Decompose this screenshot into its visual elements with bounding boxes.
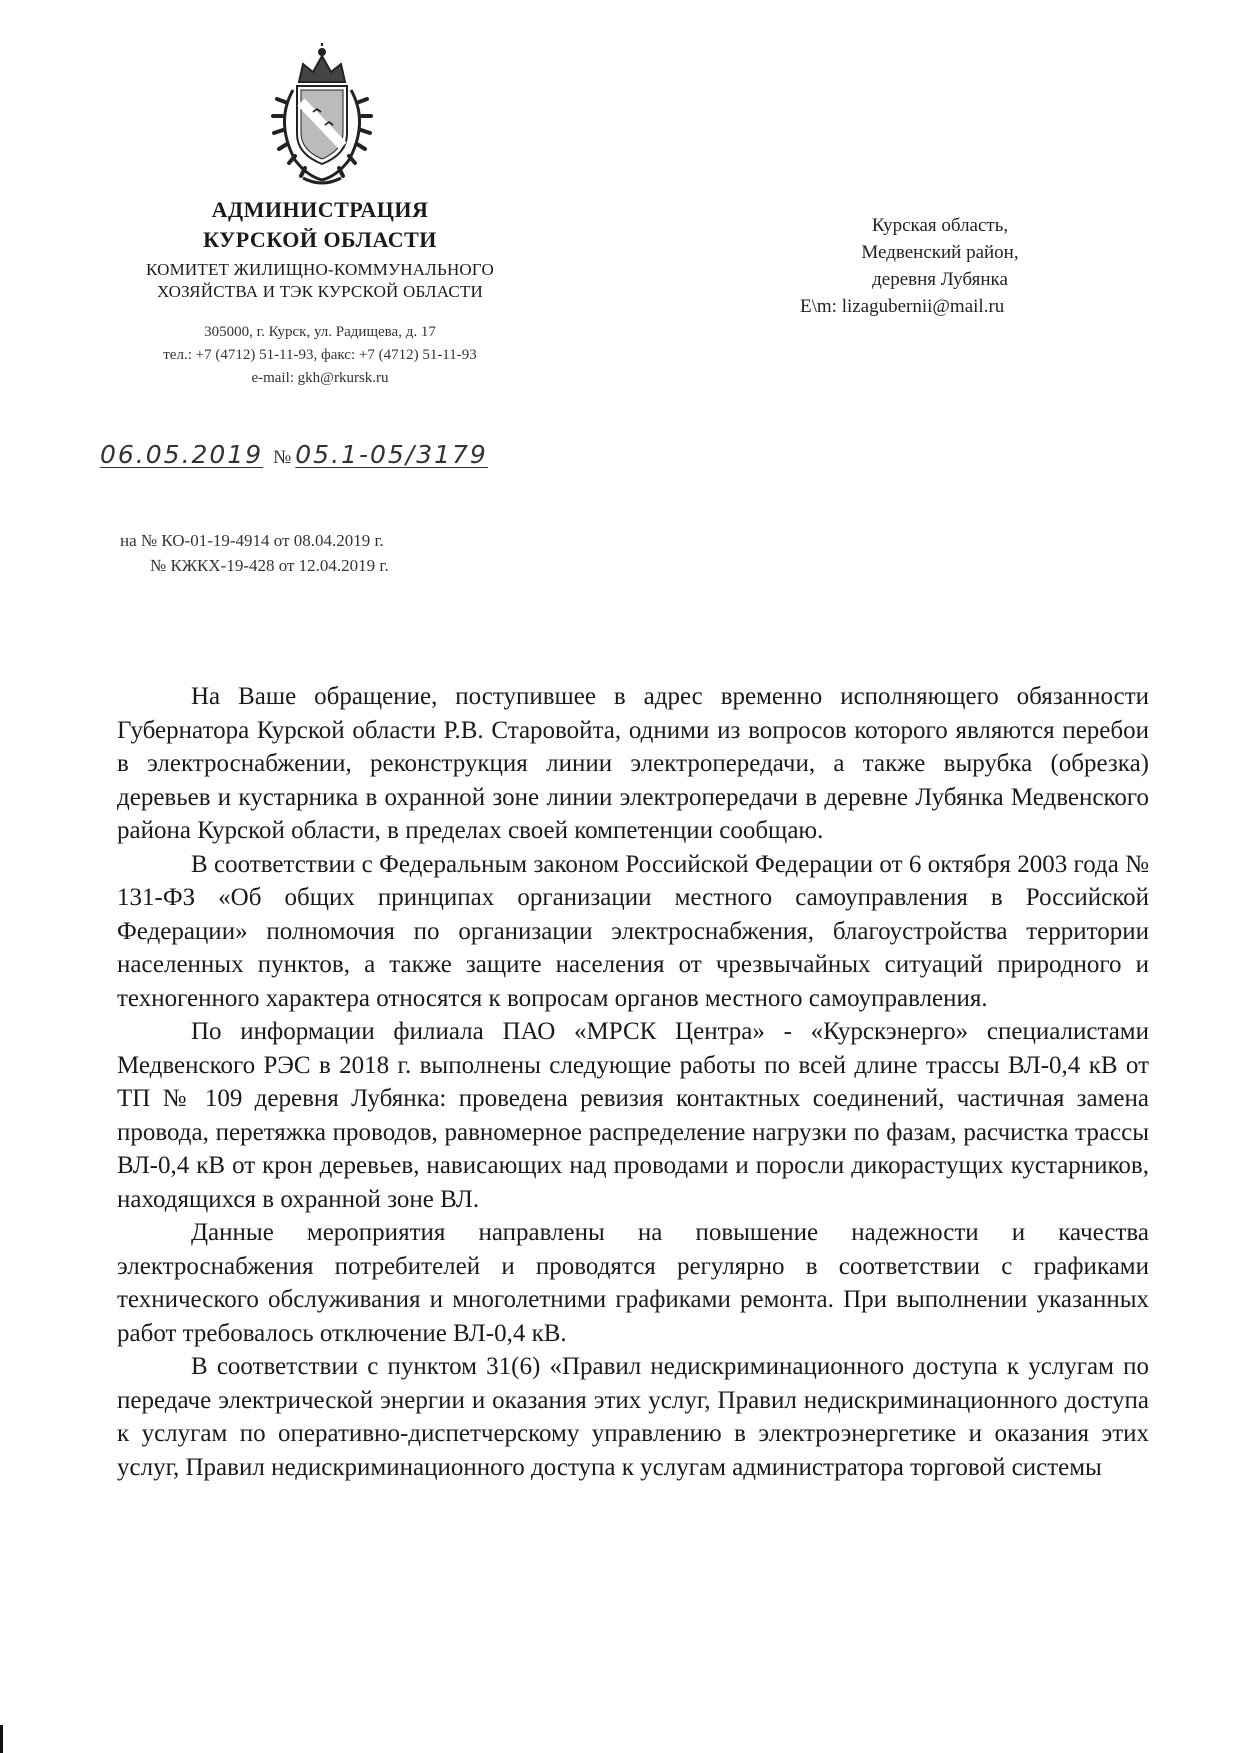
sender-address: 305000, г. Курск, ул. Радищева, д. 17 bbox=[204, 324, 436, 340]
body-paragraph-2: В соответствии с Федеральным законом Российской Федерации от 6 октября 2003 года № 131-ФЗ «Об общих принципах организации местного самоуправления в Российской Федерации» полномочия по организации электроснабжения, благоустройства территории населенных пунктов, а также защите населения от чрезвычайных ситуаций природного и техногенного характера относятся к вопросам органов местного самоуправления. bbox=[117, 850, 1149, 1012]
outgoing-number: 05.1-05/3179 bbox=[295, 440, 488, 469]
coat-of-arms-emblem bbox=[255, 42, 389, 192]
sender-block bbox=[70, 195, 570, 390]
body-paragraph-1: На Ваше обращение, поступившее в адрес временно исполняющего обязанности Губернатора Курской области Р.В. Старовойта, одними из вопросов которого являются перебои в электроснабжении, реконструкция линии электропередачи, а также вырубка (обрезка) деревьев и кустарника в охранной зоне линии электропередачи в деревне Лубянка Медвенского района Курской области, в пределах своей компетенции сообщаю. bbox=[117, 683, 1149, 844]
sender-email: e-mail: gkh@rkursk.ru bbox=[251, 370, 389, 386]
org-title-line2: КУРСКОЙ ОБЛАСТИ bbox=[203, 227, 437, 252]
body-paragraph-4: Данные мероприятия направлены на повышение надежности и качества электроснабжения потребителей и проводятся регулярно в соответствии с графиками технического обслуживания и многолетними графиками ремонта. При выполнении указанных работ требовалось отключение ВЛ-0,4 кВ. bbox=[117, 1219, 1149, 1347]
committee-line1: КОМИТЕТ ЖИЛИЩНО-КОММУНАЛЬНОГО bbox=[145, 260, 494, 279]
number-sign: № bbox=[273, 447, 292, 468]
reply-reference bbox=[120, 528, 389, 578]
recipient-block bbox=[790, 212, 1090, 320]
recipient-email: E\m: lizagubernii@mail.ru bbox=[800, 296, 1005, 317]
reply-reference-line1: на № КО-01-19-4914 от 08.04.2019 г. bbox=[120, 531, 384, 550]
letter-body bbox=[117, 680, 1149, 1484]
org-title-line1: АДМИНИСТРАЦИЯ bbox=[211, 197, 429, 222]
body-paragraph-3: По информации филиала ПАО «МРСК Центра» - «Курскэнерго» специалистами Медвенского РЭС в 2018 г. выполнены следующие работы по всей длине трассы ВЛ-0,4 кВ от ТП № 109 деревня Лубянка: проведена ревизия контактных соединений, частичная замена провода, перетяжка проводов, равномерное распределение нагрузки по фазам, расчистка трассы ВЛ-0,4 кВ от крон деревьев, нависающих над проводами и поросли дикорастущих кустарников, находящихся в охранной зоне ВЛ. bbox=[117, 1018, 1149, 1213]
body-paragraph-5: В соответствии с пунктом 31(6) «Правил недискриминационного доступа к услугам по передаче электрической энергии и оказания этих услуг, Правил недискриминационного доступа к услугам по оперативно-диспетчерскому управлению в электроэнергетике и оказания этих услуг, Правил недискриминационного доступа к услугам администратора торговой системы bbox=[117, 1353, 1149, 1481]
outgoing-number-stamp bbox=[100, 440, 560, 469]
scan-edge-mark bbox=[0, 1725, 3, 1753]
committee-line2: ХОЗЯЙСТВА И ТЭК КУРСКОЙ ОБЛАСТИ bbox=[157, 282, 483, 301]
sender-phone: тел.: +7 (4712) 51-11-93, факс: +7 (4712) 51-11-93 bbox=[163, 347, 477, 363]
recipient-line1: Курская область, bbox=[871, 215, 1009, 236]
recipient-line3: деревня Лубянка bbox=[872, 269, 1008, 290]
outgoing-date: 06.05.2019 bbox=[100, 440, 264, 469]
reply-reference-line2: № КЖКХ-19-428 от 12.04.2019 г. bbox=[150, 556, 389, 575]
recipient-line2: Медвенский район, bbox=[861, 242, 1019, 263]
